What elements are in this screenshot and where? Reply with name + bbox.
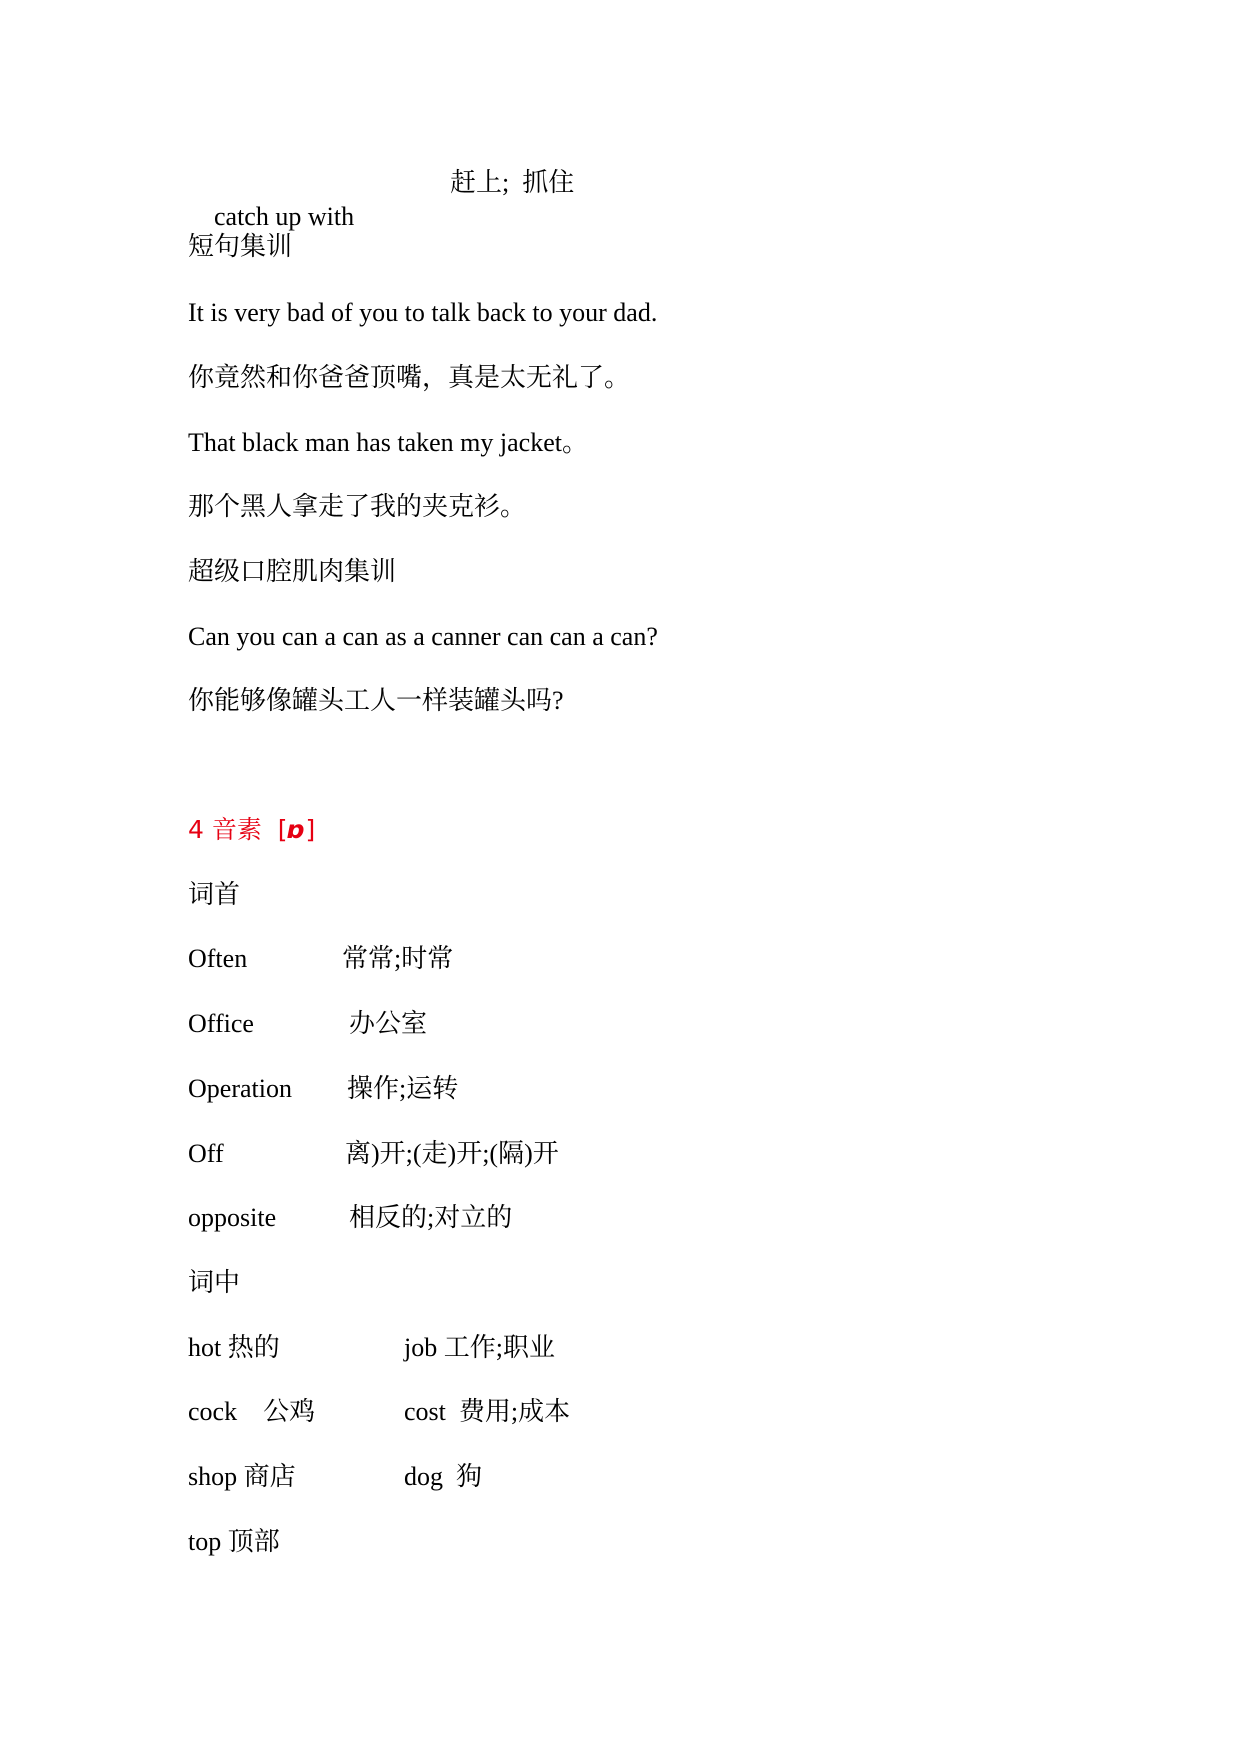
initial-word-zh: 操作;运转 [347, 1074, 459, 1103]
initial-word-en: Office [188, 1009, 254, 1038]
sentence-chinese-2: 那个黑人拿走了我的夹克衫。 [188, 492, 527, 521]
tongue-twister-heading: 超级口腔肌肉集训 [188, 557, 397, 586]
tongue-twister-chinese: 你能够像罐头工人一样装罐头吗? [188, 686, 564, 715]
medial-word-right: job 工作;职业 [404, 1333, 555, 1362]
initial-word-zh: 离)开;(走)开;(隔)开 [345, 1139, 559, 1168]
initial-word-en: Operation [188, 1074, 292, 1103]
phrase-english: catch up with [214, 202, 355, 231]
medial-word-left: hot 热的 [188, 1333, 280, 1362]
phoneme-bracket-open: [ [277, 815, 288, 844]
sentence-english-2: That black man has taken my jacket。 [188, 428, 588, 457]
initial-word-en: Often [188, 944, 248, 973]
medial-word-left: top 顶部 [188, 1527, 280, 1556]
phoneme-symbol: ɒ [287, 815, 306, 844]
initial-position-heading: 词首 [188, 880, 241, 909]
phrase-chinese: 赶上; 抓住 [450, 168, 575, 197]
phrase-row [188, 166, 355, 231]
tongue-twister-english: Can you can a can as a canner can can a can? [188, 622, 658, 651]
initial-word-zh: 办公室 [349, 1009, 428, 1038]
sentence-english-1: It is very bad of you to talk back to your dad. [188, 298, 658, 327]
short-sentence-heading: 短句集训 [188, 232, 293, 261]
section-heading [188, 813, 315, 847]
initial-word-zh: 相反的;对立的 [349, 1203, 513, 1232]
medial-word-right: dog 狗 [404, 1462, 483, 1491]
initial-word-zh: 常常;时常 [342, 944, 454, 973]
initial-word-en: Off [188, 1139, 224, 1168]
medial-word-right: cost 费用;成本 [404, 1397, 571, 1426]
medial-word-left: cock 公鸡 [188, 1397, 316, 1426]
phoneme-bracket-close: ] [305, 815, 316, 844]
section-number: 4 [188, 815, 204, 844]
sentence-chinese-1: 你竟然和你爸爸顶嘴，真是太无礼了。 [188, 363, 631, 392]
medial-word-left: shop 商店 [188, 1462, 296, 1491]
medial-position-heading: 词中 [188, 1268, 241, 1297]
initial-word-en: opposite [188, 1203, 277, 1232]
section-title: 音素 [211, 815, 262, 844]
